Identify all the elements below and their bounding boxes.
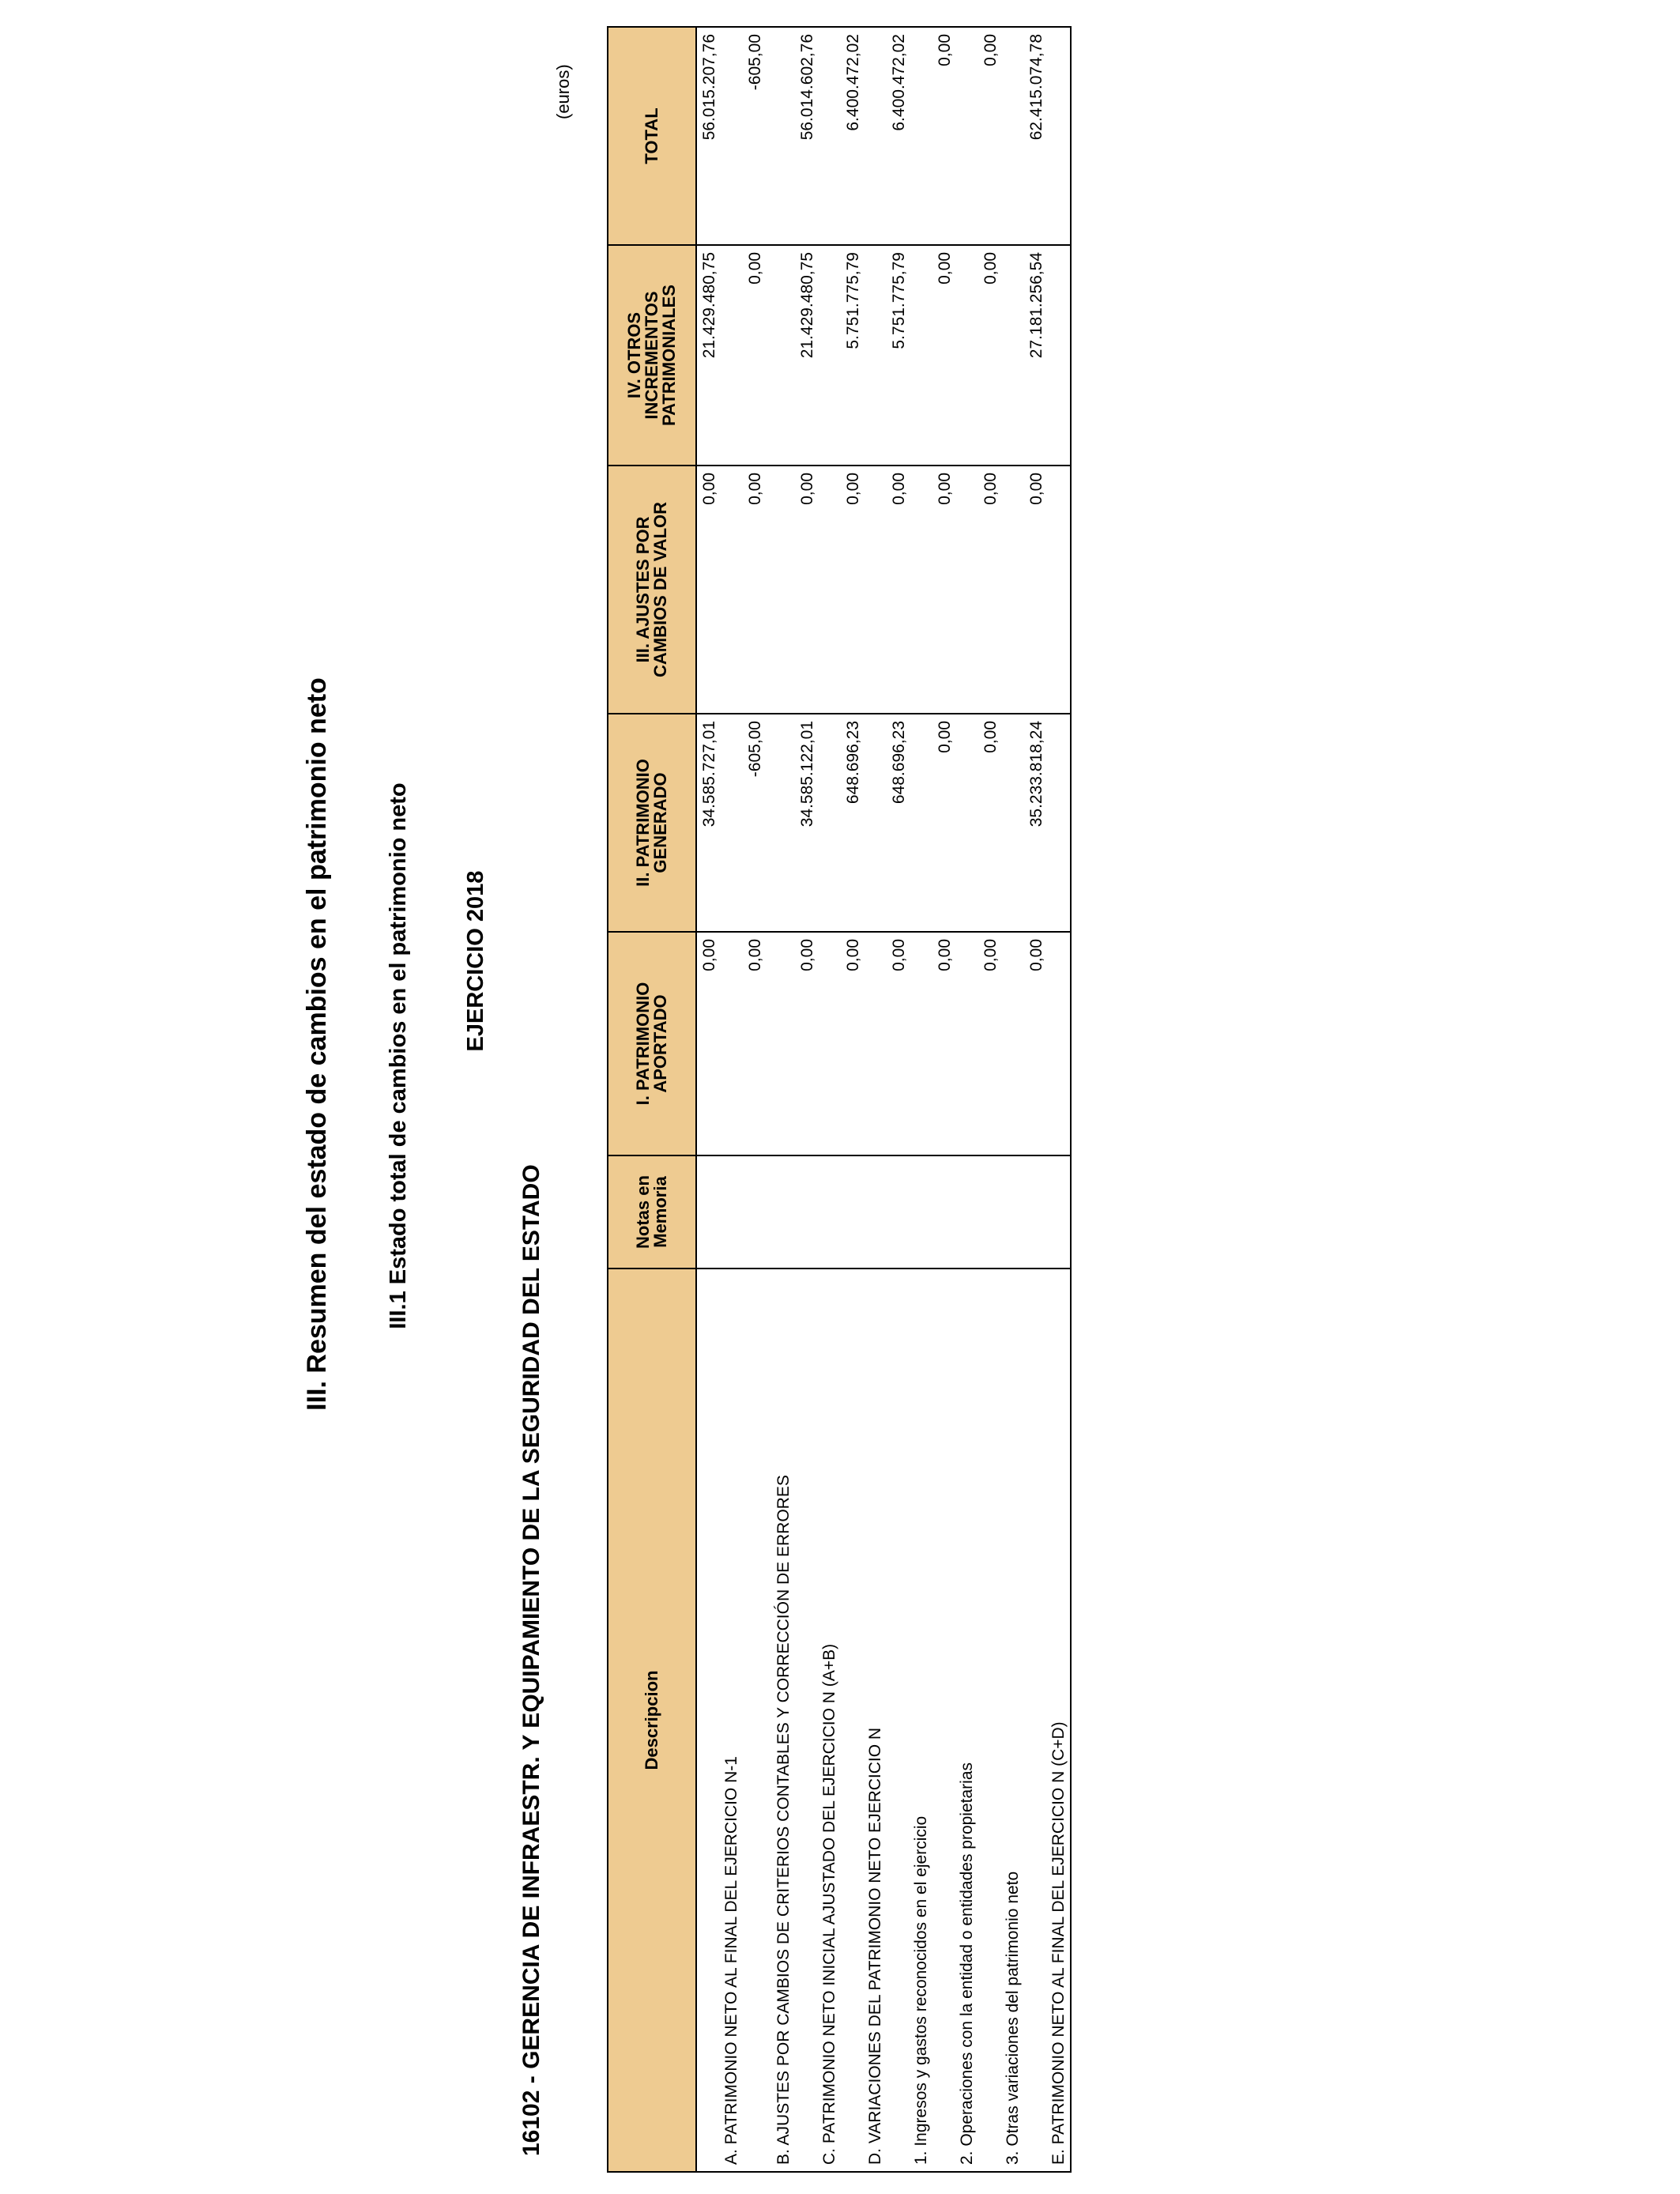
row-description: 3. Otras variaciones del patrimonio neto [978, 1269, 1024, 2172]
row-notes [696, 1155, 743, 1269]
table-row [932, 27, 978, 2172]
row-notes [1024, 1155, 1071, 1269]
row-description: E. PATRIMONIO NETO AL FINAL DEL EJERCICIO N (C+D) [1024, 1269, 1071, 2172]
header-otros-incrementos [608, 245, 696, 466]
row-otros-incrementos: 5.751.775,79 [887, 245, 932, 466]
row-otros-incrementos: 21.429.480,75 [795, 245, 841, 466]
row-patrimonio-generado: 34.585.122,01 [795, 714, 841, 932]
row-ajustes-valor: 0,00 [743, 466, 795, 714]
row-ajustes-valor: 0,00 [887, 466, 932, 714]
exercise-year: EJERCICIO 2018 [463, 870, 488, 1052]
page-subtitle: III.1 Estado total de cambios en el patrimonio neto [386, 782, 411, 1329]
row-otros-incrementos: 0,00 [978, 245, 1024, 466]
row-patrimonio-generado: 35.233.818,24 [1024, 714, 1071, 932]
table-row [696, 27, 743, 2172]
row-otros-incrementos: 27.181.256,54 [1024, 245, 1071, 466]
row-total: 6.400.472,02 [887, 27, 932, 245]
table-row [743, 27, 795, 2172]
row-patrimonio-aportado: 0,00 [841, 932, 887, 1155]
row-patrimonio-generado: -605,00 [743, 714, 795, 932]
equity-changes-table [607, 26, 1072, 2173]
table-row [887, 27, 932, 2172]
row-notes [795, 1155, 841, 1269]
row-total: 56.015.207,76 [696, 27, 743, 245]
row-notes [887, 1155, 932, 1269]
row-description: D. VARIACIONES DEL PATRIMONIO NETO EJERCICIO N [841, 1269, 887, 2172]
units-label: (euros) [553, 64, 573, 119]
header-patrimonio-generado [608, 714, 696, 932]
row-patrimonio-aportado: 0,00 [1024, 932, 1071, 1155]
entity-name: 16102 - GERENCIA DE INFRAESTR. Y EQUIPAMIENTO DE LA SEGURIDAD DEL ESTADO [518, 1164, 544, 2156]
table-row [795, 27, 841, 2172]
row-total: 62.415.074,78 [1024, 27, 1071, 245]
row-patrimonio-aportado: 0,00 [932, 932, 978, 1155]
row-patrimonio-generado: 34.585.727,01 [696, 714, 743, 932]
row-description: 2. Operaciones con la entidad o entidades propietarias [932, 1269, 978, 2172]
row-otros-incrementos: 5.751.775,79 [841, 245, 887, 466]
header-c1-line1: I. PATRIMONIO [633, 982, 653, 1106]
row-otros-incrementos: 0,00 [932, 245, 978, 466]
header-ajustes-valor [608, 466, 696, 714]
row-patrimonio-generado: 648.696,23 [887, 714, 932, 932]
page-title: III. Resumen del estado de cambios en el patrimonio neto [302, 677, 332, 1411]
row-total: 56.014.602,76 [795, 27, 841, 245]
row-ajustes-valor: 0,00 [932, 466, 978, 714]
header-notas-line1: Notas en [633, 1175, 653, 1249]
row-patrimonio-generado: 648.696,23 [841, 714, 887, 932]
header-total: TOTAL [608, 27, 696, 245]
row-ajustes-valor: 0,00 [978, 466, 1024, 714]
row-ajustes-valor: 0,00 [1024, 466, 1071, 714]
table-row [1024, 27, 1071, 2172]
row-notes [932, 1155, 978, 1269]
row-patrimonio-aportado: 0,00 [743, 932, 795, 1155]
header-row [608, 27, 696, 2172]
header-notas [608, 1155, 696, 1269]
header-c4-line3: PATRIMONIALES [659, 285, 679, 426]
row-otros-incrementos: 0,00 [743, 245, 795, 466]
row-description: 1. Ingresos y gastos reconocidos en el ejercicio [887, 1269, 932, 2172]
row-patrimonio-generado: 0,00 [978, 714, 1024, 932]
row-patrimonio-aportado: 0,00 [795, 932, 841, 1155]
header-c3-line2: CAMBIOS DE VALOR [650, 501, 670, 678]
row-notes [743, 1155, 795, 1269]
row-ajustes-valor: 0,00 [696, 466, 743, 714]
row-patrimonio-generado: 0,00 [932, 714, 978, 932]
row-patrimonio-aportado: 0,00 [887, 932, 932, 1155]
row-otros-incrementos: 21.429.480,75 [696, 245, 743, 466]
header-descripcion: Descripcion [608, 1269, 696, 2172]
table-row [978, 27, 1024, 2172]
row-patrimonio-aportado: 0,00 [696, 932, 743, 1155]
row-total: -605,00 [743, 27, 795, 245]
row-ajustes-valor: 0,00 [795, 466, 841, 714]
header-notas-line2: Memoria [650, 1176, 670, 1248]
header-c1-line2: APORTADO [650, 994, 670, 1093]
row-patrimonio-aportado: 0,00 [978, 932, 1024, 1155]
header-c4-line1: IV. OTROS [624, 311, 644, 399]
row-ajustes-valor: 0,00 [841, 466, 887, 714]
row-notes [978, 1155, 1024, 1269]
header-c2-line1: II. PATRIMONIO [633, 759, 653, 887]
row-description: A. PATRIMONIO NETO AL FINAL DEL EJERCICIO N-1 [696, 1269, 743, 2172]
row-description: C. PATRIMONIO NETO INICIAL AJUSTADO DEL EJERCICIO N (A+B) [795, 1269, 841, 2172]
table-row [841, 27, 887, 2172]
row-total: 6.400.472,02 [841, 27, 887, 245]
row-notes [841, 1155, 887, 1269]
row-total: 0,00 [978, 27, 1024, 245]
row-description: B. AJUSTES POR CAMBIOS DE CRITERIOS CONTABLES Y CORRECCIÓN DE ERRORES [743, 1269, 795, 2172]
header-patrimonio-aportado [608, 932, 696, 1155]
header-c4-line2: INCREMENTOS [642, 291, 661, 420]
header-c2-line2: GENERADO [650, 772, 670, 873]
header-c3-line1: III. AJUSTES POR [633, 516, 653, 663]
row-total: 0,00 [932, 27, 978, 245]
